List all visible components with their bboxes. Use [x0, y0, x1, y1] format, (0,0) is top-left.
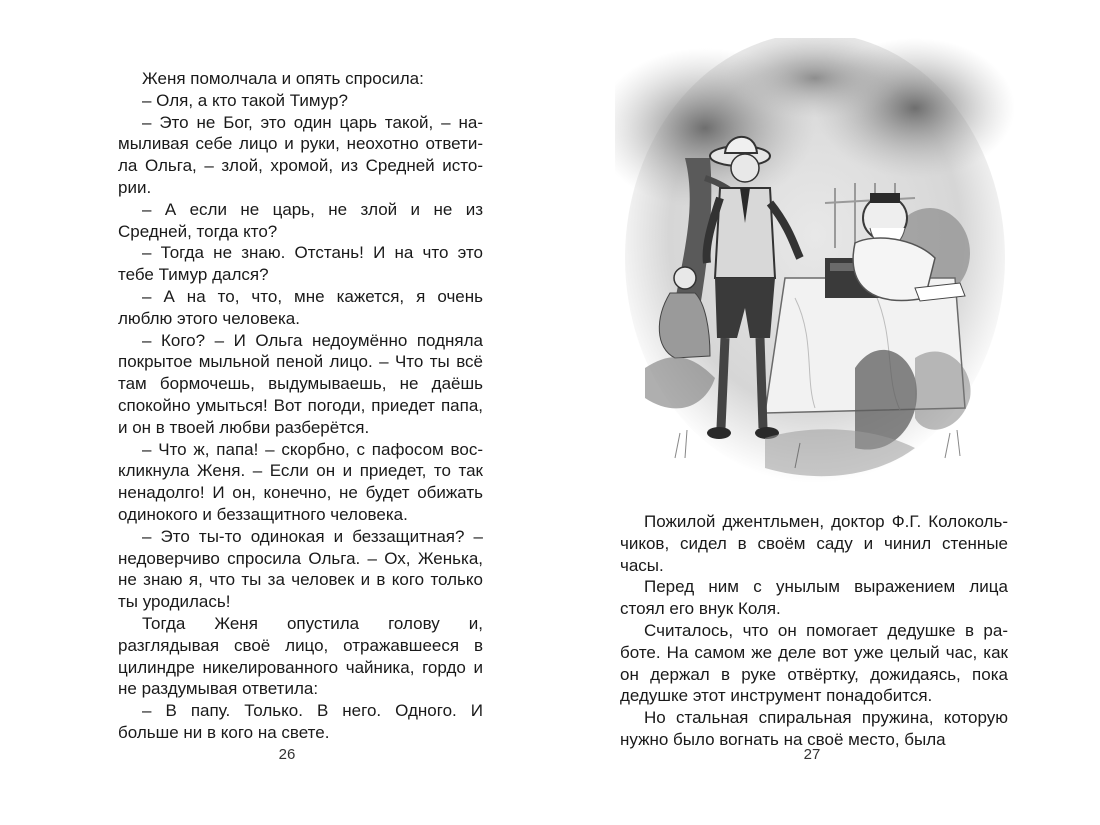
paragraph: Перед ним с унылым выражением лица стоял его внук Коля.	[620, 577, 1008, 619]
paragraph: – Оля, а кто такой Тимур?	[142, 90, 348, 110]
paragraph: – А если не царь, не злой и не из Средней, тогда кто?	[118, 199, 483, 241]
paragraph: – В папу. Только. В него. Одного. И больше ни в кого на свете.	[118, 701, 483, 742]
right-page	[550, 0, 1100, 825]
page-number-left: 26	[278, 746, 296, 763]
garden-scene-illustration	[615, 38, 1015, 498]
paragraph: Но стальная спиральная пружина, которую нужно было вогнать на своё место, была	[620, 708, 1008, 749]
paragraph: – Тогда не знаю. Отстань! И на что это тебе Тимур дался?	[118, 243, 483, 285]
paragraph: Пожилой джентльмен, доктор Ф.Г. Колокольчиков, сидел в своём саду и чинил стенные часы.	[620, 512, 1008, 575]
paragraph: – Кого? – И Ольга недоумённо подняла покрытое мыльной пеной лицо. – Что ты всё там бормочешь, выдумываешь, не даёшь спокойно умыться! Вот погоди, приедет папа, и он в твоей любви разберётся.	[118, 330, 483, 437]
paragraph: – Это ты-то одинокая и беззащитная? – недоверчиво спросила Ольга. – Ох, Женька, не знаю я, что ты за человек и в кого только ты уродилась!	[118, 526, 483, 612]
left-page-text	[118, 68, 483, 744]
paragraph: Тогда Женя опустила голову и, разглядывая своё лицо, отражавшееся в цилиндре никелированного чайника, гордо и не раздумывая ответила:	[118, 613, 483, 699]
paragraph: – Что ж, папа! – скорбно, с пафосом воскликнула Женя. – Если он и приедет, то так ненадолго! И он, конечно, не будет обижать одинокого и беззащитного человека.	[118, 439, 483, 524]
paragraph: Считалось, что он помогает дедушке в работе. На самом же деле вот уже целый час, как он держал в руке отвёртку, дожидаясь, пока дедушке этот инструмент понадобится.	[620, 620, 1008, 706]
page-number-right: 27	[803, 746, 821, 763]
right-page-text	[620, 511, 1008, 751]
paragraph: Женя помолчала и опять спросила:	[142, 69, 424, 88]
paragraph: – А на то, что, мне кажется, я очень люблю этого человека.	[118, 286, 483, 328]
paragraph: – Это не Бог, это один царь такой, – намыливая себе лицо и руки, неохотно ответила Ольга, – злой, хромой, из Средней истории.	[118, 112, 483, 197]
